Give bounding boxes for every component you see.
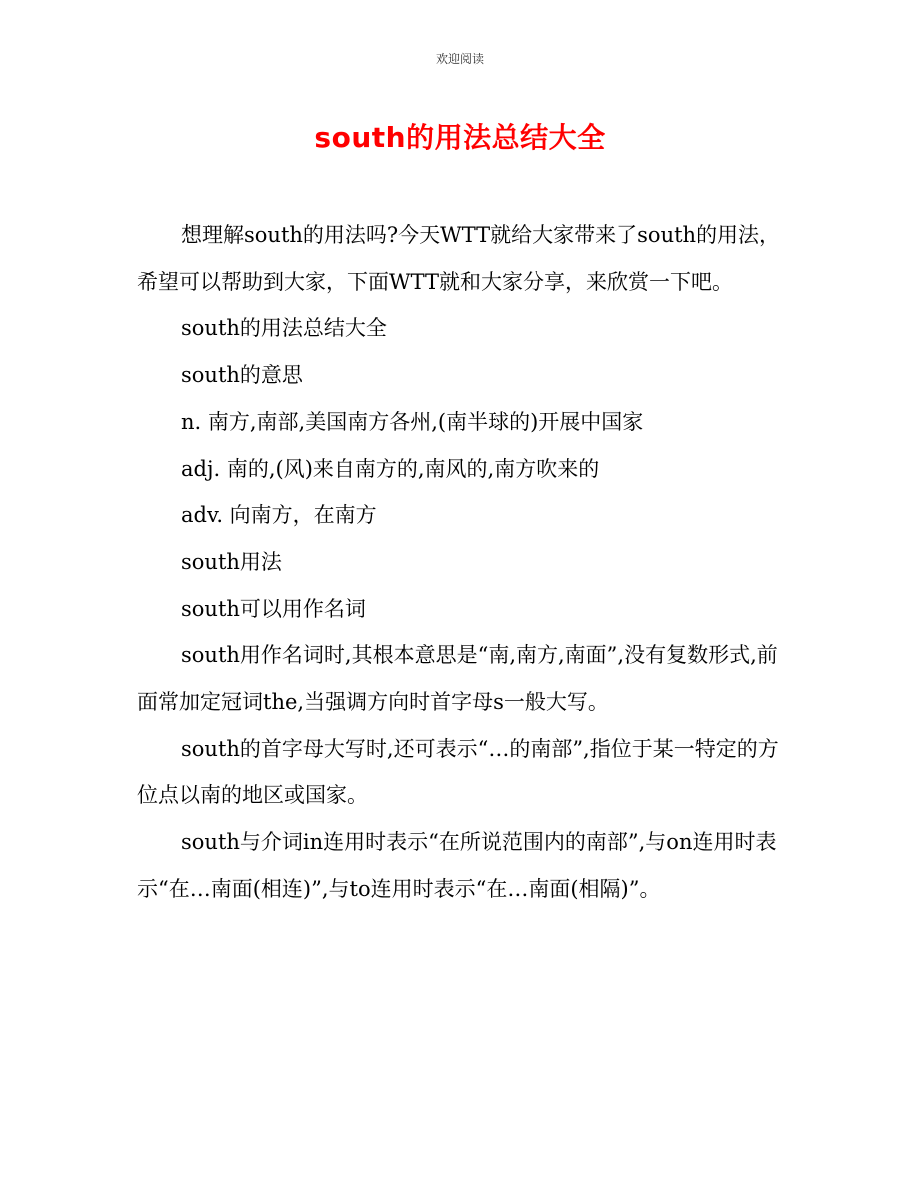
usage-heading: south用法 bbox=[181, 549, 282, 574]
adjective-definition: adj. 南的,(风)来自南方的,南风的,南方吹来的 bbox=[181, 456, 600, 481]
document-body bbox=[137, 212, 785, 913]
capitalization-paragraph: south的首字母大写时,还可表示“…的南部”,指位于某一特定的方位点以南的地区或国家。 bbox=[137, 736, 779, 808]
preposition-paragraph: south与介词in连用时表示“在所说范围内的南部”,与on连用时表示“在…南面(相连)”,与to连用时表示“在…南面(相隔)”。 bbox=[137, 830, 777, 901]
section-heading: south的用法总结大全 bbox=[181, 316, 387, 341]
noun-usage-heading: south可以用作名词 bbox=[181, 596, 366, 621]
meaning-heading: south的意思 bbox=[181, 363, 303, 388]
intro-paragraph: 想理解south的用法吗?今天WTT就给大家带来了south的用法，希望可以帮助到大家，下面WTT就和大家分享，来欣赏一下吧。 bbox=[137, 223, 781, 294]
page-header: 欢迎阅读 bbox=[435, 52, 484, 66]
document-title: south的用法总结大全 bbox=[314, 121, 606, 154]
adverb-definition: adv. 向南方，在南方 bbox=[181, 503, 377, 528]
noun-definition: n. 南方,南部,美国南方各州,(南半球的)开展中国家 bbox=[181, 409, 644, 434]
usage-paragraph: south用作名词时,其根本意思是“南,南方,南面”,没有复数形式,前面常加定冠词the,当强调方向时首字母s一般大写。 bbox=[137, 643, 778, 715]
